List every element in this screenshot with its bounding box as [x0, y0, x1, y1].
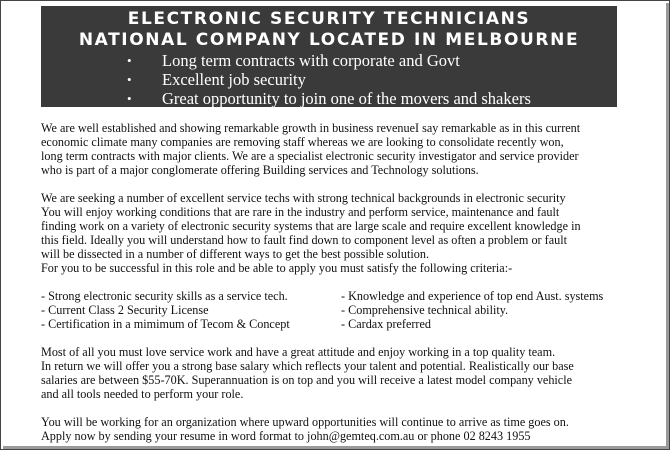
banner-title-line-1: ELECTRONIC SECURITY TECHNICIANS: [127, 9, 531, 29]
bullet-icon: •: [127, 53, 132, 68]
bullet-icon: •: [127, 72, 132, 87]
benefit-item: • Excellent job security: [127, 70, 306, 89]
seeking-paragraph: We are seeking a number of excellent service techs with strong technical backgrounds in electronic security You will enjoy working conditions that are rare in the industry and perform service, maintenance and fault finding work on a variety of electronic security systems that are large scale and require excellent knowledge in this field. Ideally you will understand how to fault find down to component level as often a problem or fault will be dissected in a number of different ways to get the best possible solution. For you to be successful in this role and be able to apply you must satisfy the following criteria:-: [41, 191, 581, 275]
frame-shadow-right: [666, 3, 669, 449]
benefits-list: [41, 51, 617, 108]
requirement-item: - Certification in a mimimum of Tecom & Concept: [41, 317, 290, 331]
requirements-list: [41, 289, 641, 331]
requirement-item: - Strong electronic security skills as a service tech.: [41, 289, 288, 303]
benefit-item: • Long term contracts with corporate and Govt: [127, 51, 460, 70]
banner-title-line-2: NATIONAL COMPANY LOCATED IN MELBOURNE: [78, 30, 580, 50]
ad-body: [41, 121, 641, 457]
header-banner: [41, 6, 617, 107]
benefit-item: • Great opportunity to join one of the movers and shakers: [127, 89, 531, 108]
requirement-item: - Comprehensive technical ability.: [341, 303, 509, 317]
offer-paragraph: Most of all you must love service work and have a great attitude and enjoy working in a top quality team. In return we will offer you a strong base salary which reflects your talent and potential. Realistically our base salaries are between $55-70K. Superannuation is on top and you will receive a latest model company vehicle and all tools needed to perform your role.: [41, 345, 574, 401]
requirement-item: - Cardax preferred: [341, 317, 431, 331]
requirement-item: - Current Class 2 Security License: [41, 303, 209, 317]
bullet-icon: •: [127, 91, 132, 106]
requirements-right-column: [341, 289, 603, 331]
requirements-left-column: [41, 289, 341, 331]
requirement-item: - Knowledge and experience of top end Aust. systems: [341, 289, 604, 303]
intro-paragraph: We are well established and showing remarkable growth in business revenueI say remarkable as in this current economic climate many companies are removing staff whereas we are looking to consolidate recently won, long term contracts with major clients. We are a specialist electronic security investigator and service provider who is part of a major conglomerate offering Building services and Technology solutions.: [41, 121, 581, 177]
apply-paragraph: You will be working for an organization where upward opportunities will continue to arrive as time goes on. Apply now by sending your resume in word format to john@gemteq.com.au or phone 02 8243 1955: [41, 415, 569, 443]
